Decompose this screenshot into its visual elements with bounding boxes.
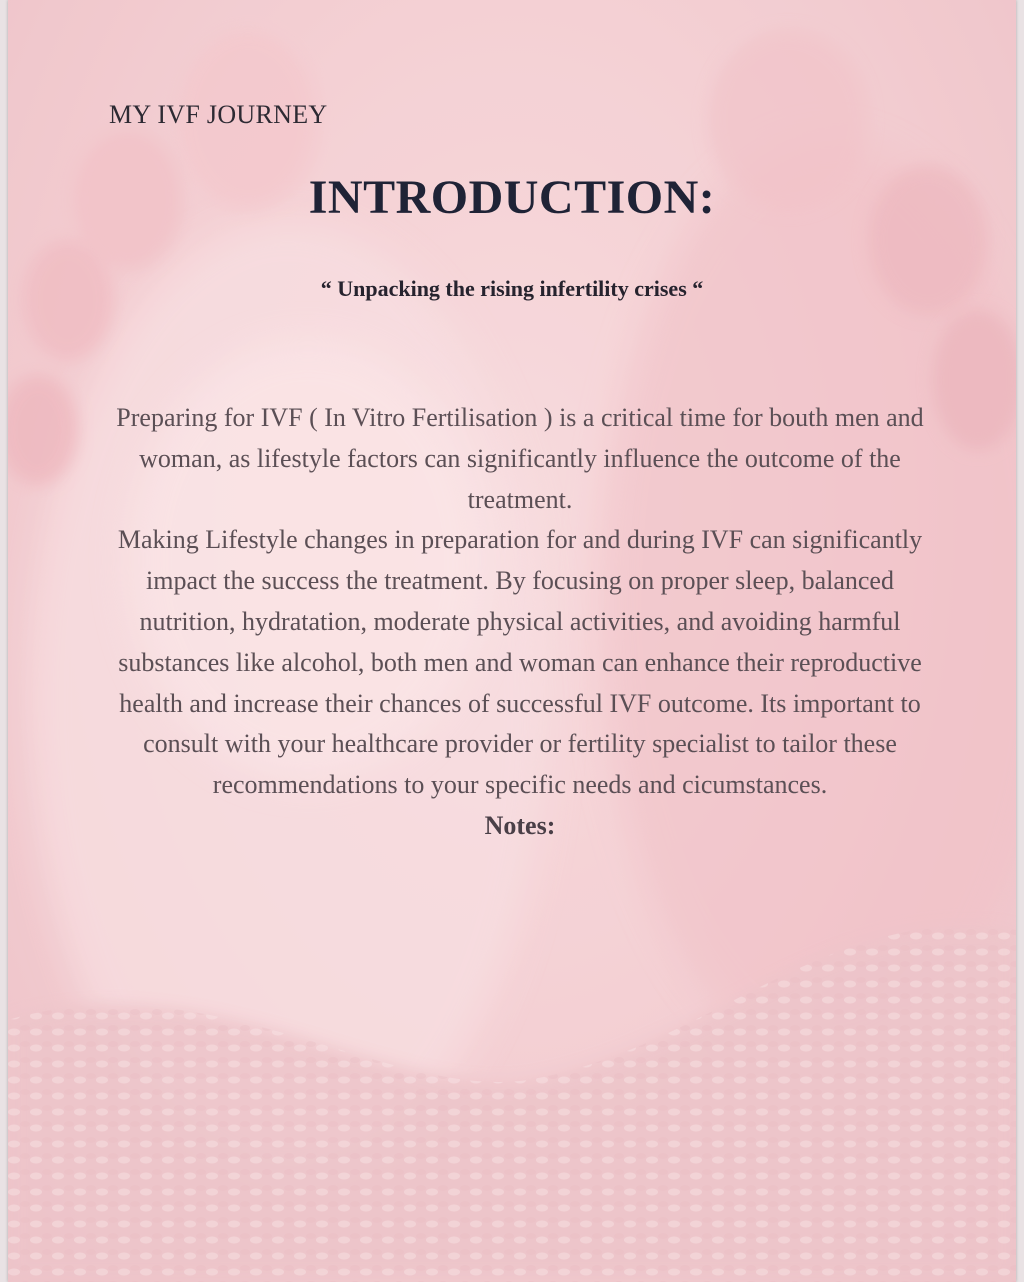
page-title: INTRODUCTION: [308,171,716,224]
notes-label: Notes: [484,810,556,840]
page-subtitle: “ Unpacking the rising infertility crises “ [320,276,704,301]
document-page [8,0,1016,1282]
body-text [108,398,932,847]
paragraph-preparing: Preparing for IVF ( In Vitro Fertilisation ) is a critical time for bouth men and woman, as lifestyle factors can significantly influence the outcome of the treatment. [116,403,924,514]
header-label: MY IVF JOURNEY [109,100,328,129]
paragraph-lifestyle: Making Lifestyle changes in preparation for and during IVF can significantly impact the success the treatment. By focusing on proper sleep, balanced nutrition, hydratation, moderate physical activities, and avoiding harmful substances like alcohol, both men and woman can enhance their reproductive health and increase their chances of successful IVF outcome. Its important to consult with your healthcare provider or fertility specialist to tailor these recommendations to your specific needs and cicumstances. [117,525,923,800]
